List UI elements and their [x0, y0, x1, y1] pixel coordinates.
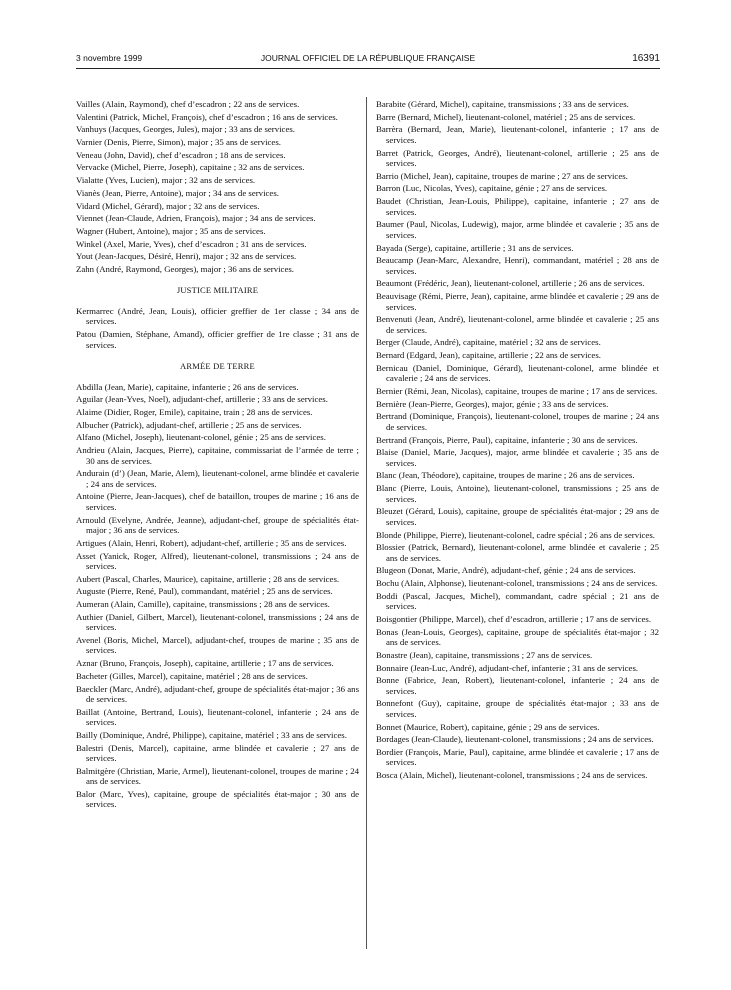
list-item: Bayada (Serge), capitaine, artillerie ; 31 ans de services. [376, 242, 574, 253]
list-item: Benvenuti (Jean, André), lieutenant-colonel, arme blindée et cavalerie ; 25 ans de services. [376, 314, 659, 335]
list-item: Viennet (Jean-Claude, Adrien, François), major ; 34 ans de services. [76, 213, 316, 224]
list-item: Beaumont (Frédéric, Jean), lieutenant-colonel, artillerie ; 26 ans de services. [376, 278, 645, 289]
list-item: Barre (Bernard, Michel), lieutenant-colonel, matériel ; 25 ans de services. [376, 111, 636, 122]
list-item: Bonne (Fabrice, Jean, Robert), lieutenant-colonel, infanterie ; 24 ans de services. [376, 675, 659, 696]
list-item: Antoine (Pierre, Jean-Jacques), chef de bataillon, troupes de marine ; 16 ans de services. [76, 491, 359, 512]
list-item: Auguste (Pierre, René, Paul), commandant, matériel ; 25 ans de services. [76, 586, 333, 597]
list-item: Bonnet (Maurice, Robert), capitaine, génie ; 29 ans de services. [376, 721, 600, 732]
header-rule [76, 68, 660, 69]
list-item: Abdilla (Jean, Marie), capitaine, infanterie ; 26 ans de services. [76, 381, 299, 392]
left-column [76, 99, 359, 812]
list-item: Aznar (Bruno, François, Joseph), capitaine, artillerie ; 17 ans de services. [76, 658, 334, 669]
list-item: Baumer (Paul, Nicolas, Ludewig), major, arme blindée et cavalerie ; 35 ans de services. [376, 219, 659, 240]
list-item: Bacheter (Gilles, Marcel), capitaine, matériel ; 28 ans de services. [76, 670, 308, 681]
list-item: Baeckler (Marc, André), adjudant-chef, groupe de spécialités état-major ; 36 ans de services. [76, 683, 359, 704]
list-item: Blanc (Jean, Théodore), capitaine, troupes de marine ; 26 ans de services. [376, 470, 635, 481]
list-item: Bochu (Alain, Alphonse), lieutenant-colonel, transmissions ; 24 ans de services. [376, 578, 658, 589]
list-item: Wagner (Hubert, Antoine), major ; 35 ans de services. [76, 225, 266, 236]
list-item: Vianès (Jean, Pierre, Antoine), major ; 34 ans de services. [76, 187, 279, 198]
list-item: Bertrand (Dominique, François), lieutenant-colonel, troupes de marine ; 24 ans de services. [376, 411, 659, 432]
list-item: Vialatte (Yves, Lucien), major ; 32 ans de services. [76, 175, 256, 186]
list-item: Beaucamp (Jean-Marc, Alexandre, Henri), commandant, matériel ; 28 ans de services. [376, 255, 659, 276]
list-item: Bordages (Jean-Claude), lieutenant-colonel, transmissions ; 24 ans de services. [376, 734, 654, 745]
list-item: Blonde (Philippe, Pierre), lieutenant-colonel, cadre spécial ; 26 ans de services. [376, 529, 655, 540]
list-item: Barron (Luc, Nicolas, Yves), capitaine, génie ; 27 ans de services. [376, 183, 608, 194]
list-item: Blanc (Pierre, Louis, Antoine), lieutenant-colonel, transmissions ; 25 ans de services. [376, 483, 659, 504]
section-title-armee-de-terre: ARMÉE DE TERRE [180, 361, 255, 372]
list-item: Beauvisage (Rémi, Pierre, Jean), capitaine, arme blindée et cavalerie ; 29 ans de services. [376, 291, 659, 312]
left-entries-block-2 [76, 306, 359, 350]
left-entries-block-3 [76, 382, 359, 810]
page-header [76, 53, 660, 67]
list-item: Kermarrec (André, Jean, Louis), officier greffier de 1er classe ; 34 ans de services. [76, 305, 359, 327]
list-item: Yout (Jean-Jacques, Désiré, Henri), major ; 32 ans de services. [76, 251, 297, 262]
list-item: Barrio (Michel, Jean), capitaine, troupes de marine ; 27 ans de services. [376, 170, 628, 181]
list-item: Andrieu (Alain, Jacques, Pierre), capitaine, commissariat de l’armée de terre ; 30 ans de services. [76, 445, 359, 466]
list-item: Asset (Yanick, Roger, Alfred), lieutenant-colonel, transmissions ; 24 ans de services. [76, 550, 359, 571]
list-item: Alfano (Michel, Joseph), lieutenant-colonel, génie ; 25 ans de services. [76, 432, 326, 443]
list-item: Bonastre (Jean), capitaine, transmissions ; 27 ans de services. [376, 649, 593, 660]
list-item: Boddi (Pascal, Jacques, Michel), commandant, cadre spécial ; 21 ans de services. [376, 590, 659, 612]
list-item: Berger (Claude, André), capitaine, matériel ; 32 ans de services. [376, 337, 601, 348]
list-item: Zahn (André, Raymond, Georges), major ; 36 ans de services. [76, 263, 294, 274]
list-item: Bernière (Jean-Pierre, Georges), major, génie ; 33 ans de services. [376, 398, 609, 409]
section-title-justice-militaire: JUSTICE MILITAIRE [176, 285, 259, 296]
list-item: Bordier (François, Marie, Paul), capitaine, arme blindée et cavalerie ; 17 ans de services. [376, 746, 659, 768]
list-item: Aubert (Pascal, Charles, Maurice), capitaine, artillerie ; 28 ans de services. [76, 573, 340, 584]
list-item: Bailly (Dominique, André, Philippe), capitaine, matériel ; 33 ans de services. [76, 729, 347, 740]
list-item: Bleuzet (Gérard, Louis), capitaine, groupe de spécialités état-major ; 29 ans de services. [376, 506, 659, 527]
list-item: Bernicau (Daniel, Dominique, Gérard), lieutenant-colonel, arme blindée et cavalerie ; 24 ans de services. [376, 362, 659, 384]
list-item: Bonnaire (Jean-Luc, André), adjudant-chef, infanterie ; 31 ans de services. [376, 662, 639, 673]
list-item: Barret (Patrick, Georges, André), lieutenant-colonel, artillerie ; 25 ans de services. [376, 147, 659, 169]
list-item: Avenel (Boris, Michel, Marcel), adjudant-chef, troupes de marine ; 35 ans de services. [76, 634, 359, 656]
list-item: Balestri (Denis, Marcel), capitaine, arme blindée et cavalerie ; 27 ans de services. [76, 742, 359, 764]
list-item: Winkel (Axel, Marie, Yves), chef d’escadron ; 31 ans de services. [76, 238, 307, 249]
list-item: Baillat (Antoine, Bertrand, Louis), lieutenant-colonel, infanterie ; 24 ans de services. [76, 706, 359, 728]
list-item: Albucher (Patrick), adjudant-chef, artillerie ; 25 ans de services. [76, 419, 302, 430]
list-item: Valentini (Patrick, Michel, François), chef d’escadron ; 16 ans de services. [76, 111, 338, 122]
list-item: Blossier (Patrick, Bernard), lieutenant-colonel, arme blindée et cavalerie ; 25 ans de services. [376, 542, 659, 563]
header-date: 3 novembre 1999 [76, 53, 143, 63]
list-item: Authier (Daniel, Gilbert, Marcel), lieutenant-colonel, transmissions ; 24 ans de services. [76, 611, 359, 633]
list-item: Blaise (Daniel, Marie, Jacques), major, arme blindée et cavalerie ; 35 ans de services. [376, 447, 659, 468]
list-item: Vidard (Michel, Gérard), major ; 32 ans de services. [76, 200, 260, 211]
list-item: Boisgontier (Philippe, Marcel), chef d’escadron, artillerie ; 17 ans de services. [376, 613, 652, 624]
list-item: Bertrand (François, Pierre, Paul), capitaine, infanterie ; 30 ans de services. [376, 434, 638, 445]
list-item: Bernard (Edgard, Jean), capitaine, artillerie ; 22 ans de services. [376, 350, 601, 361]
list-item: Aguilar (Jean-Yves, Noel), adjudant-chef, artillerie ; 33 ans de services. [76, 394, 328, 405]
list-item: Vervacke (Michel, Pierre, Joseph), capitaine ; 32 ans de services. [76, 162, 305, 173]
list-item: Barabite (Gérard, Michel), capitaine, transmissions ; 33 ans de services. [376, 99, 629, 109]
list-item: Bonnefont (Guy), capitaine, groupe de spécialités état-major ; 33 ans de services. [376, 698, 659, 719]
list-item: Bernier (Rémi, Jean, Nicolas), capitaine, troupes de marine ; 17 ans de services. [376, 386, 658, 396]
list-item: Aumeran (Alain, Camille), capitaine, transmissions ; 28 ans de services. [76, 599, 330, 610]
list-item: Baudet (Christian, Jean-Louis, Philippe), capitaine, infanterie ; 27 ans de services. [376, 196, 659, 217]
right-column [376, 99, 659, 783]
list-item: Balmitgère (Christian, Marie, Armel), lieutenant-colonel, troupes de marine ; 24 ans de services. [76, 765, 359, 787]
list-item: Artigues (Alain, Henri, Robert), adjudant-chef, artillerie ; 35 ans de services. [76, 537, 347, 548]
list-item: Vanhuys (Jacques, Georges, Jules), major ; 33 ans de services. [76, 124, 295, 135]
list-item: Bonas (Jean-Louis, Georges), capitaine, groupe de spécialités état-major ; 32 ans de services. [376, 626, 659, 648]
list-item: Patou (Damien, Stéphane, Amand), officier greffier de 1re classe ; 31 ans de services. [76, 329, 359, 350]
list-item: Veneau (John, David), chef d’escadron ; 18 ans de services. [76, 149, 286, 160]
journal-title: JOURNAL OFFICIEL DE LA RÉPUBLIQUE FRANÇAISE [260, 53, 476, 63]
page-number: 16391 [632, 53, 660, 64]
list-item: Alaime (Didier, Roger, Emile), capitaine, train ; 28 ans de services. [76, 407, 313, 417]
left-entries-block-1 [76, 99, 359, 274]
list-item: Barrèra (Bernard, Jean, Marie), lieutenant-colonel, infanterie ; 17 ans de services. [376, 124, 659, 145]
list-item: Blugeon (Donat, Marie, André), adjudant-chef, génie ; 24 ans de services. [376, 565, 636, 576]
column-divider [366, 97, 367, 949]
list-item: Andurain (d’) (Jean, Marie, Alem), lieutenant-colonel, arme blindée et cavalerie ; 24 ans de services. [76, 468, 359, 489]
list-item: Varnier (Denis, Pierre, Simon), major ; 35 ans de services. [76, 137, 281, 148]
list-item: Vailles (Alain, Raymond), chef d’escadron ; 22 ans de services. [76, 99, 300, 109]
list-item: Balor (Marc, Yves), capitaine, groupe de spécialités état-major ; 30 ans de services. [76, 788, 359, 810]
list-item: Bosca (Alain, Michel), lieutenant-colonel, transmissions ; 24 ans de services. [376, 770, 648, 781]
list-item: Arnould (Evelyne, Andrée, Jeanne), adjudant-chef, groupe de spécialités état-major ; 36 ans de services. [76, 514, 359, 536]
